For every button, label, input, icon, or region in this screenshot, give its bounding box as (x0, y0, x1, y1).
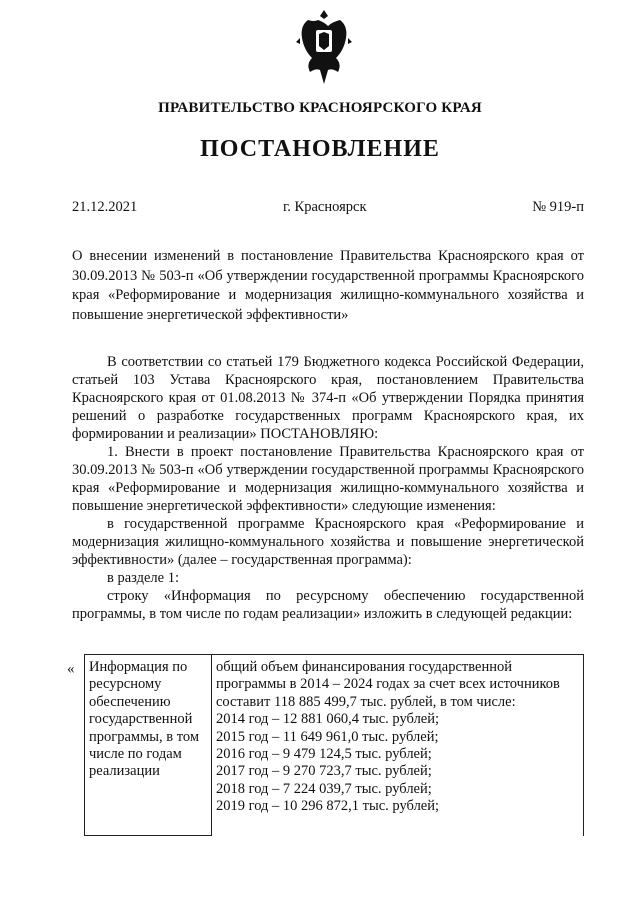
government-title: ПРАВИТЕЛЬСТВО КРАСНОЯРСКОГО КРАЯ (158, 100, 482, 116)
funding-table (84, 654, 584, 836)
funding-intro: общий объем финансирования государственной программы в 2014 – 2024 годах за счет всех источников составит 118 885 499,7 тыс. рублей, в том числе: (216, 659, 560, 710)
year-line: 2015 год – 11 649 961,0 тыс. рублей; (216, 728, 439, 745)
document-subject: О внесении изменений в постановление Правительства Красноярского края от 30.09.2013 № 503-п «Об утверждении государственной программы Красноярского края «Реформирование и модернизация жилищно-коммунального хозяйства и повышение энергетической эффективности» (72, 248, 584, 323)
table-value-cell (212, 655, 584, 836)
table-row (85, 655, 584, 836)
coat-of-arms-emblem (294, 8, 354, 86)
opening-quote-mark: « (67, 661, 75, 677)
year-line: 2019 год – 10 296 872,1 тыс. рублей; (216, 798, 440, 815)
year-line: 2014 год – 12 881 060,4 тыс. рублей; (216, 711, 440, 728)
document-type: ПОСТАНОВЛЕНИЕ (200, 136, 440, 162)
body-paragraph: строку «Информация по ресурсному обеспечению государственной программы, в том числе по годам реализации» изложить в следующей редакции: (72, 588, 584, 622)
body-paragraph: В соответствии со статьей 179 Бюджетного кодекса Российской Федерации, статьей 103 Устава Красноярского края, постановлением Правительства Красноярского края от 01.08.2013 № 374-п «Об утверждении Порядка принятия решений о разработке государственных программ Красноярского края, их формировании и реализации» ПОСТАНОВЛЯЮ: (72, 354, 584, 442)
year-line: 2016 год – 9 479 124,5 тыс. рублей; (216, 746, 432, 763)
document-date: 21.12.2021 (72, 199, 138, 215)
body-paragraph: в государственной программе Красноярского края «Реформирование и модернизация жилищно-коммунального хозяйства и повышение энергетической эффективности» (далее – государственная программа): (72, 516, 584, 568)
year-line: 2018 год – 7 224 039,7 тыс. рублей; (216, 780, 432, 797)
body-paragraph: в разделе 1: (107, 570, 180, 586)
document-city: г. Красноярск (283, 199, 367, 215)
body-paragraph: 1. Внести в проект постановление Правительства Красноярского края от 30.09.2013 № 503-п «Об утверждении государственной программы Красноярского края «Реформирование и модернизация жилищно-коммунального хозяйства и повышение энергетической эффективности» следующие изменения: (72, 444, 584, 514)
document-number: № 919-п (532, 199, 584, 215)
table-label-cell: Информация по ресурсному обеспечению государственной программы, в том числе по годам реализации (85, 655, 212, 836)
year-line: 2017 год – 9 270 723,7 тыс. рублей; (216, 763, 432, 780)
document-body (72, 353, 584, 623)
